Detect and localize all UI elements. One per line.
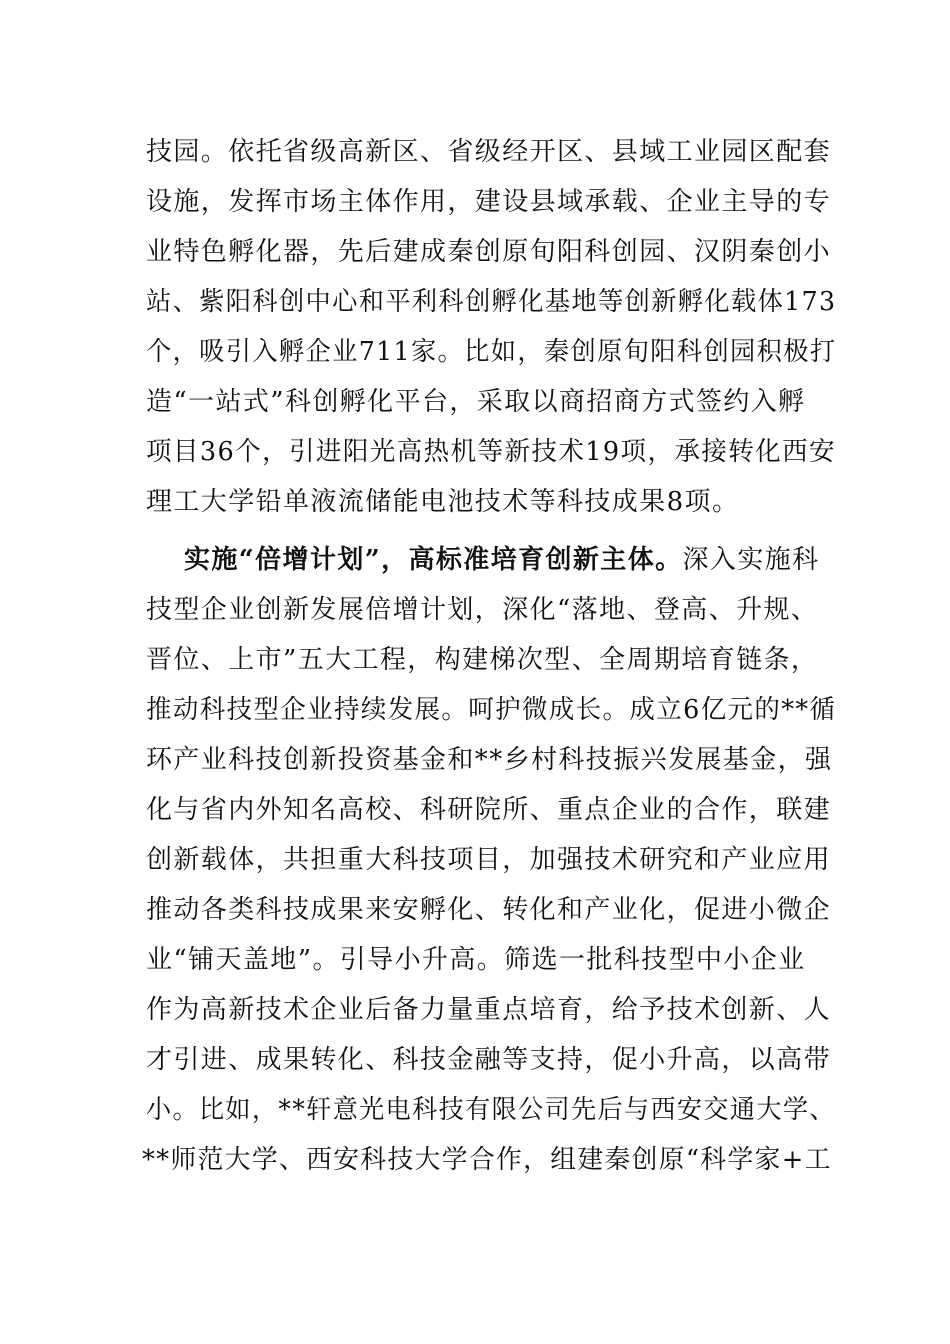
paragraph-1-line: 站、紫阳科创中心和平利科创孵化基地等创新孵化载体173 [146,287,837,317]
paragraph-1-line: 个，吸引入孵企业711家。比如，秦创原旬阳科创园积极打 [146,337,837,367]
paragraph-1-line: 理工大学铅单液流储能电池技术等科技成果8项。 [146,487,740,517]
paragraph-1-line: 项目36个，引进阳光高热机等新技术19项，承接转化西安 [146,437,836,467]
paragraph-2-line: 技型企业创新发展倍增计划，深化“落地、登高、升规、 [146,595,819,625]
paragraph-2-line: 晋位、上市”五大工程，构建梯次型、全周期培育链条， [146,645,819,675]
paragraph-2-line: 小。比如，**轩意光电科技有限公司先后与西安交通大学、 [146,1095,836,1125]
section-heading: 实施“倍增计划”，高标准培育创新主体。 [184,545,683,575]
paragraph-2-line: 推动科技型企业持续发展。呵护微成长。成立6亿元的**循 [146,695,837,725]
paragraph-1-line: 造“一站式”科创孵化平台，采取以商招商方式签约入孵 [146,387,806,417]
paragraph-1-line: 技园。依托省级高新区、省级经开区、县域工业园区配套 [146,137,832,167]
paragraph-2-line: 化与省内外知名高校、科研院所、重点企业的合作，联建 [146,795,832,825]
paragraph-2-first-line [184,544,820,576]
paragraph-2-line: 业“铺天盖地”。引导小升高。筛选一批科技型中小企业 [146,945,806,975]
paragraph-2-line: 才引进、成果转化、科技金融等支持，促小升高，以高带 [146,1045,832,1075]
paragraph-2-line: 创新载体，共担重大科技项目，加强技术研究和产业应用 [146,845,832,875]
paragraph-2-line: **师范大学、西安科技大学合作，组建秦创原“科学家+工 [142,1145,832,1175]
paragraph-1-line: 业特色孵化器，先后建成秦创原旬阳科创园、汉阴秦创小 [146,237,832,267]
paragraph-2-line: 推动各类科技成果来安孵化、转化和产业化，促进小微企 [146,895,832,925]
paragraph-2-text: 深入实施科 [682,545,820,575]
paragraph-2-line: 作为高新技术企业后备力量重点培育，给予技术创新、人 [146,995,832,1025]
paragraph-1-line: 设施，发挥市场主体作用，建设县域承载、企业主导的专 [146,187,832,217]
paragraph-2-line: 环产业科技创新投资基金和**乡村科技振兴发展基金，强 [146,745,833,775]
